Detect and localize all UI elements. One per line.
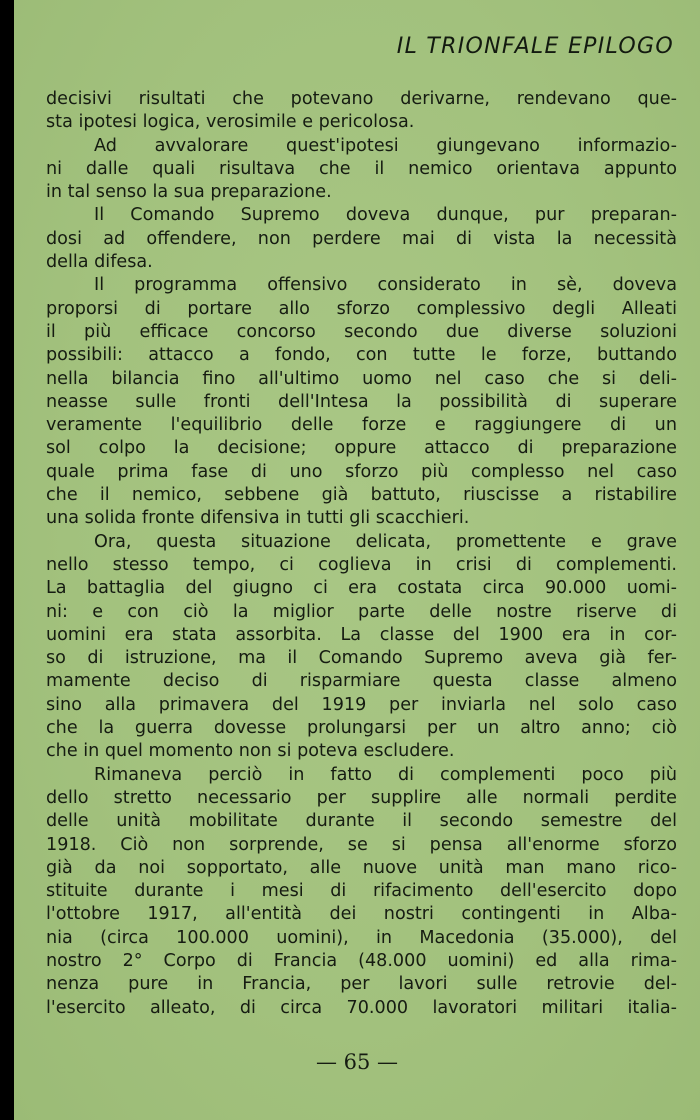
text-line: sino alla primavera del 1919 per inviarla nel solo caso (46, 694, 677, 715)
text-line: l'esercito alleato, di circa 70.000 lavoratori militari italia- (46, 997, 677, 1018)
text-line: neasse sulle fronti dell'Intesa la possibilità di superare (46, 391, 677, 412)
running-head: IL TRIONFALE EPILOGO (396, 34, 674, 59)
text-line: già da noi sopportato, alle nuove unità man mano rico- (46, 857, 677, 878)
text-line: che il nemico, sebbene già battuto, riuscisse a ristabilire (46, 485, 677, 506)
text-line: uomini era stata assorbita. La classe del 1900 era in cor- (46, 624, 677, 645)
text-line: il più efficace concorso secondo due diverse soluzioni (46, 321, 677, 342)
text-line: La battaglia del giugno ci era costata circa 90.000 uomi- (46, 578, 677, 599)
text-line: che la guerra dovesse prolungarsi per un altro anno; ciò (46, 718, 677, 739)
text-line: so di istruzione, ma il Comando Supremo aveva già fer- (46, 648, 677, 669)
text-line: in tal senso la sua preparazione. (46, 182, 332, 203)
text-line: che in quel momento non si poteva escludere. (46, 741, 455, 762)
text-line: nello stesso tempo, ci coglieva in crisi di complementi. (46, 554, 677, 575)
text-line: 1918. Ciò non sorprende, se si pensa all'enorme sforzo (46, 834, 677, 855)
text-line: Ad avvalorare quest'ipotesi giungevano informazio- (94, 135, 677, 156)
text-line: sol colpo la decisione; oppure attacco di preparazione (46, 438, 677, 459)
text-line: Il programma offensivo considerato in sè, doveva (94, 275, 677, 296)
text-line: Rimaneva perciò in fatto di complementi poco più (94, 764, 677, 785)
text-line: nenza pure in Francia, per lavori sulle retrovie del- (46, 974, 677, 995)
text-line: nostro 2° Corpo di Francia (48.000 uomini) ed alla rima- (46, 950, 677, 971)
text-line: ni: e con ciò la miglior parte delle nostre riserve di (46, 601, 677, 622)
text-line: veramente l'equilibrio delle forze e raggiungere di un (46, 415, 677, 436)
text-line: nia (circa 100.000 uomini), in Macedonia (35.000), del (46, 927, 677, 948)
text-line: Il Comando Supremo doveva dunque, pur preparan- (94, 205, 677, 226)
text-line: dosi ad offendere, non perdere mai di vista la necessità (46, 228, 677, 249)
text-line: sta ipotesi logica, verosimile e pericolosa. (46, 112, 415, 133)
text-line: mamente deciso di risparmiare questa classe almeno (46, 671, 677, 692)
text-line: l'ottobre 1917, all'entità dei nostri contingenti in Alba- (46, 904, 677, 925)
text-line: decisivi risultati che potevano derivarne, rendevano que- (46, 89, 677, 109)
text-line: stituite durante i mesi di rifacimento dell'esercito dopo (46, 881, 677, 902)
text-line: Ora, questa situazione delicata, promettente e grave (94, 531, 677, 552)
text-line: proporsi di portare allo sforzo complessivo degli Alleati (46, 298, 677, 319)
body-text (46, 88, 677, 1020)
page-number: — 65 — (315, 1050, 399, 1074)
text-line: nella bilancia fino all'ultimo uomo nel caso che si deli- (46, 368, 677, 389)
text-line: delle unità mobilitate durante il secondo semestre del (46, 811, 677, 832)
text-line: della difesa. (46, 252, 153, 273)
text-line: dello stretto necessario per supplire alle normali perdite (46, 787, 677, 808)
text-line: una solida fronte difensiva in tutti gli scacchieri. (46, 508, 470, 529)
text-line: ni dalle quali risultava che il nemico orientava appunto (46, 158, 677, 179)
text-line: quale prima fase di uno sforzo più complesso nel caso (46, 461, 677, 482)
text-line: possibili: attacco a fondo, con tutte le forze, buttando (46, 345, 677, 366)
book-page (14, 0, 700, 1120)
